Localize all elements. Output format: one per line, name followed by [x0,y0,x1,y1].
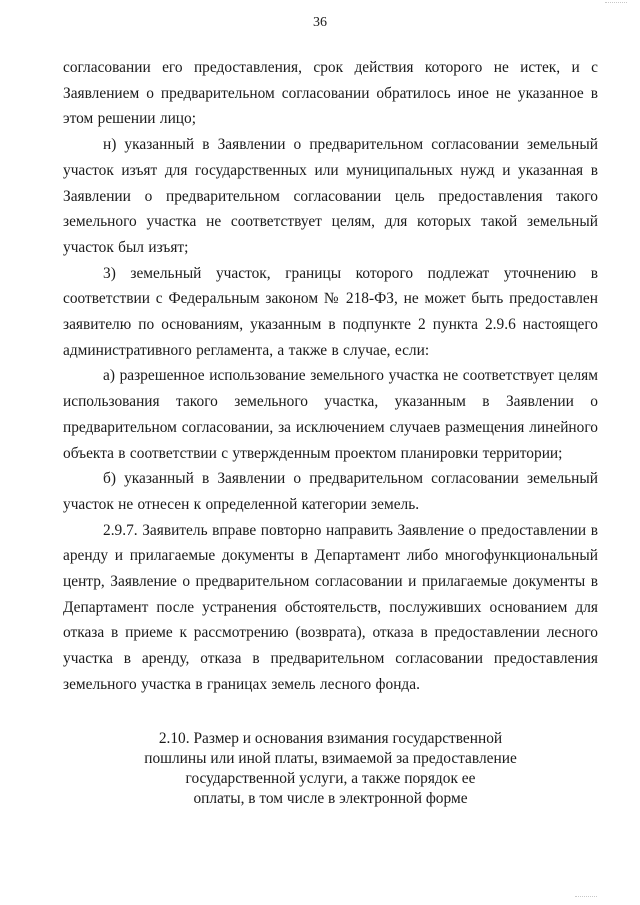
scan-corner-mark-top [605,2,627,5]
section-heading-2-10 [63,729,598,809]
page-number: 36 [313,15,327,30]
section-heading-line: 2.10. Размер и основания взимания государственной [158,730,503,747]
paragraph-item-3: 3) земельный участок, границы которого подлежат уточнению в соответствии с Федеральным законом № 218-ФЗ, не может быть предоставлен заявителю по основаниям, указанным в подпункте 2 пункта 2.9.6 настоящего административного регламента, а также в случае, если: [63,264,598,359]
section-heading-line: оплаты, в том числе в электронной форме [193,790,468,807]
paragraph-item-n: н) указанный в Заявлении о предварительном согласовании земельный участок изъят для государственных или муниципальных нужд и указанная в Заявлении о предварительном согласовании цель предоставления такого земельного участка не соответствует целям, для которых такой земельный участок был изъят; [63,136,598,256]
document-body [63,55,598,698]
scan-corner-mark-bottom [575,896,597,899]
section-heading-line: пошлины или иной платы, взимаемой за предоставление [144,750,517,767]
paragraph-item-a: а) разрешенное использование земельного участка не соответствует целям использования такого земельного участка, указанным в Заявлении о предварительном согласовании, за исключением случаев размещения линейного объекта в соответствии с утвержденным проектом планировки территории; [63,367,598,462]
section-heading-line: государственной услуги, а также порядок ее [185,770,476,787]
paragraph-2-9-7: 2.9.7. Заявитель вправе повторно направить Заявление о предоставлении в аренду и прилагаемые документы в Департамент либо многофункциональный центр, Заявление о предварительном согласовании и прилагаемые документы в Департамент после устранения обстоятельств, послуживших основанием для отказа в приеме к рассмотрению (возврата), отказа в предоставлении лесного участка в аренду, отказа в предварительном согласовании предоставления земельного участка в границах земель лесного фонда. [63,521,598,693]
paragraph-continuation: согласовании его предоставления, срок действия которого не истек, и с Заявлением о предварительном согласовании обратилось иное не указанное в этом решении лицо; [63,59,598,128]
paragraph-item-b: б) указанный в Заявлении о предварительном согласовании земельный участок не отнесен к определенной категории земель. [63,470,598,513]
